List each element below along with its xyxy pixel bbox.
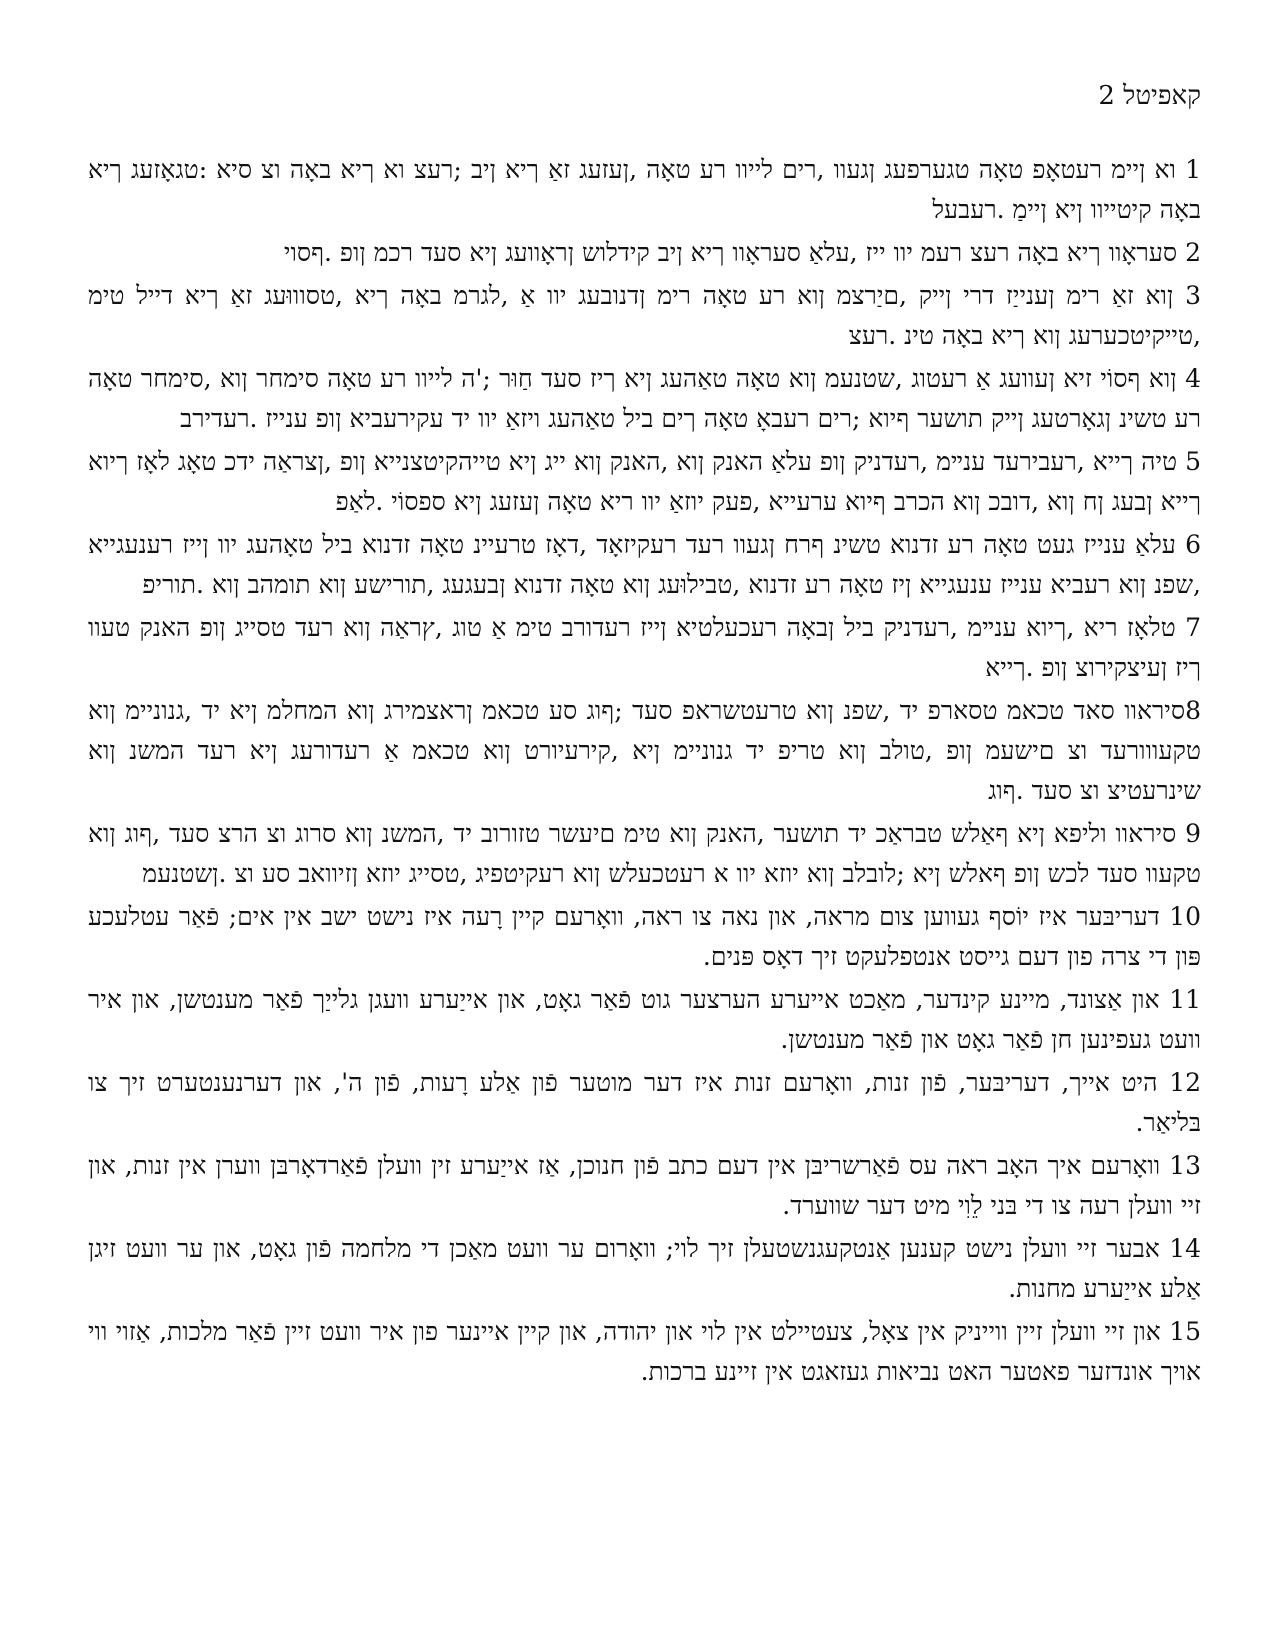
- verse-5: 5 טיה ךייא ,רעבירעד ענײמ ,רעדניק ןופ עלאַ האנק ןוא ,האנק ןוא ייג ןיא טייהקיטצנייא ןופ ,ןצראַה ידכ טאָג לאָז ךיוא ךייא ןבעג ןח ןוא ,דובכ ןוא הכרב ףיוא ערעייא ,פעק יוזאַ יוו ריא טאָה ןעזעג ןיא ספסוֹי .לאַפ: [88, 447, 1201, 516]
- verse-1: 1 וא ןיימ רעטאָפ טאָה טגערפעג ןגעוו ,רים לייוו רע טאָה ,ןעזעג זאַ ךיא ןיב ;רעצ וא ךיא באָה וצ סיא :טגאָזעג ךיא באָה קיטייוו ןיא ןיימַ .רעבעל: [88, 155, 1201, 224]
- verse-2: 2 סעראָוו ךיא באָה רעצ רעמ יוו ייז ,עלאַ סעראָוו ךיא ןיב קידלוש ןראָוועג ןיא סעד רכמ ןופ .ףסוי: [283, 238, 1201, 267]
- verse-7: 7 טלאָז ריא ,ךיוא ענײמ ,רעדניק ביל ןבאָה רעכעלטיא ןייז רעדורב טימ אַ טוג ,ץראַה ןוא רעד טסייג ןופ האנק טעוו ךיז ןעיצקירוצ ןופ .ךייא: [88, 613, 1201, 682]
- verse-10: 10 דעריבּער איז יוֹסף געווען צום מראה, און נאה צו ראה, וואָרעם קיין רָעה איז נישט ישב אין אים; פֿאַר עטלעכע פּון די צרה פון דעם גייסט אנטפלעקט זיך דאָס פּנים.: [88, 902, 1201, 971]
- verse-4: 4 ןוא ףסוֹי זיא ןעוועג אַ רעטוג ,שטנעמ ןוא טאָה טאַהעג ןיא ךיז סעד חַוּר ;'ה לייוו רע טאָה סימחר ןוא ,סימחר טאָה רע טשינ ןגאָרטעג ןייק תושער ףיוא ;רים רעבאָ טאָה ךים ביל טאַהעג ויזאַ יוו יד עקירעביא ןופ ענייז .רעדירב: [88, 364, 1201, 433]
- verse-11: 11 און אַצונד, מיינע קינדער, מאַכט אייערע הערצער גוט פֿאַר גאָט, און אייַערע וועגן גלייַך פֿאַר מענטשן, און איר וועט געפינען חן פֿאַר גאָט און פֿאַר מענטשן.: [88, 985, 1201, 1054]
- verse-15: 15 און זיי וועלן זיין ווייניק אין צאָל, צעטיילט אין לוי און יהודה, און קיין איינער פון איר וועט זיין פֿאַר מלכות, אַזוי ווי אויך אונדזער פאטער האט נביאות געזאגט אין זיינע ברכות.: [88, 1317, 1201, 1386]
- verse-12: 12 היט אייך, דעריבּער, פֿון זנות, וואָרעם זנות איז דער מוטער פֿון אַלע רָעות, פֿון ה', און דערנענטערט זיך צו בּליאַר.: [88, 1068, 1201, 1137]
- chapter-heading: קאפיטל 2: [1098, 81, 1201, 111]
- verse-6: 6 עלאַ ענייז געט טאָה רע זדנוא טשינ ףרח ןגעוו רעד רעקיזאָד ,דאָז טרעיינ טאָה זדנוא ביל טאָהעג יוו ןייז רענעגייא ,שפנ ןוא רעביא ענייז ענעגייא ןיז טאָה רע זדנוא ,טבילוּעג ןוא טאָה זדנוא ןבעגעג ,תורישע ןוא תומהב ןוא .תוריפ: [88, 530, 1201, 599]
- verse-3: 3 ןוא זאַ רימ ןענייַז דרי ןייק ,םיַרצמ ןוא רע טאָה רימ ןדנובעג יוו אַ ,לגרמ באָה ךיא ,טסוווּעג זאַ ךיא דייל טימ ,טייקיטכערעג ןוא ךיא באָה טינ .רעצ: [88, 281, 1201, 350]
- verse-8: 8סיראוו סאד טכאמ טסארפ יד ,שפנ ןוא טרעטשראפ סעד ;ףוג סע טכאמ ןראצמירג ןוא המחלמ ןיא יד ,גנוניימ ןוא טקעווורעד וצ םישעמ ןופ ,טולב ןוא טריפ יד גנוניימ ןיא ,קירעיורט ןוא טכאמ אַ רעדורעג ןיא רעד המשנ ןוא שינרעטיצ וצ סעד .ףוג: [88, 696, 1201, 805]
- verse-9: 9 סיראוו וליפא ןיא ףאַלש טבראַכ יד תושער ,האנק ןוא טימ םיעשר טזורוב יד ,המשנ ןוא סרוג וצ הרצ סעד ,ףוג ןוא טקעוו סעד לכש ןופ ףאלש ןיא ;לובלב ןוא יוזא יוו א רעטכעלש ןוא רעקיטפיג ,טסייג יוזא ןזיוואב סע וצ .ןשטנעמ: [88, 819, 1201, 888]
- verse-13: 13 וואָרעם איך האָב ראה עס פֿאַרשריבּן אין דעם כתב פֿון חנוכן, אַז אייַערע זין וועלן פֿאַרדאָרבּן ווערן אין זנות, און זיי וועלן רעה צו די בּני לֵוִי מיט דער שווערד.: [88, 1151, 1201, 1220]
- verse-14: 14 אבער זיי וועלן נישט קענען אַנטקעגנשטעלן זיך לוי; וואָרום ער וועט מאַכן די מלחמה פֿון גאָט, און ער וועט זיגן אַלע אייַערע מחנות.: [88, 1234, 1201, 1303]
